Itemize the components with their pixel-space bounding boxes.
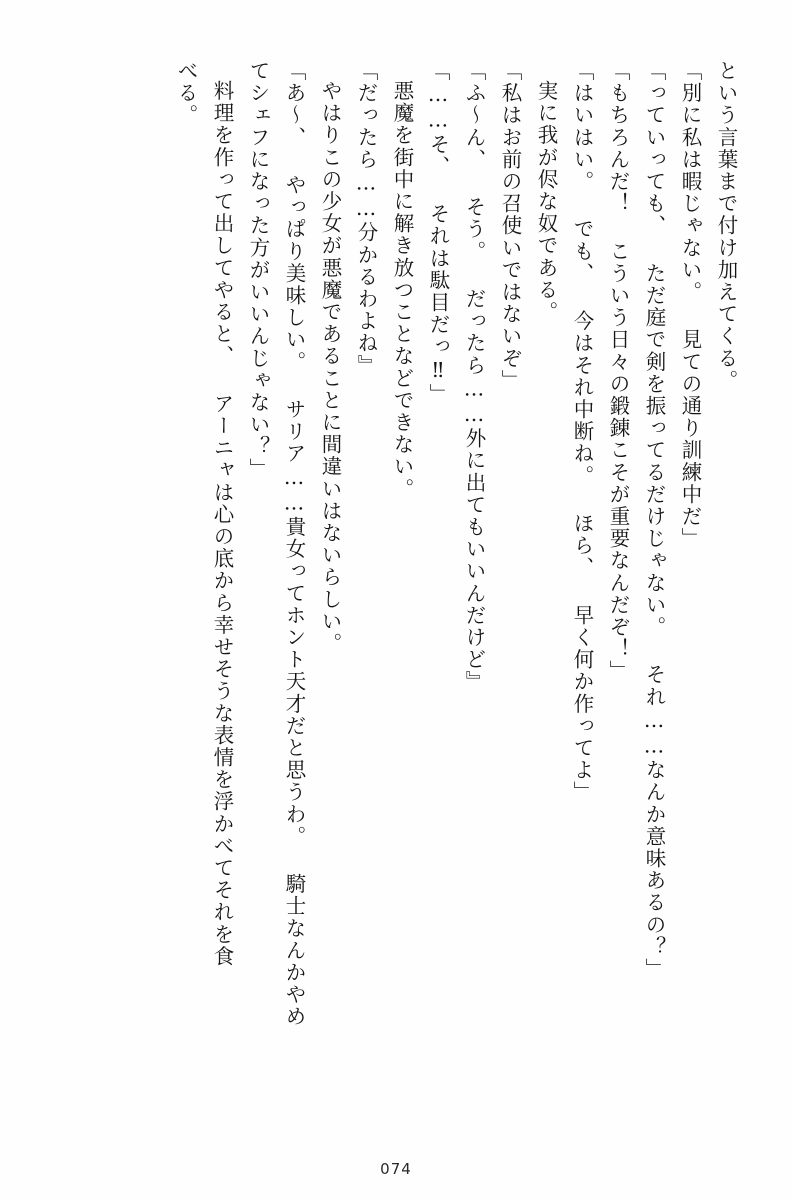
text-line: 「はいはい。 でも、 今はそれ中断ね。 ほら、 早く何か作ってよ」 [570, 60, 594, 804]
text-line: 「もちろんだ！ こういう日々の鍛錬こそが重要なんだぞ！」 [606, 60, 630, 683]
text-line: 料理を作って出してやると、 アーニャは心の底から幸せそうな表情を浮かべてそれを食 [210, 80, 234, 968]
vertical-text-body [44, 60, 736, 1120]
text-line: 「っていっても、 ただ庭で剣を振ってるだけじゃない。 それ……なんか意味あるの？」 [642, 60, 666, 981]
text-line: 「だったら……分かるわよね』 [354, 60, 378, 377]
text-line: 「私はお前の召使いではないぞ」 [498, 60, 522, 392]
text-line: という言葉まで付け加えてくる。 [714, 60, 738, 392]
text-line: 悪魔を街中に解き放つことなどできない。 [390, 80, 414, 500]
text-line: べる。 [174, 60, 198, 127]
text-line: 「ふ～ん、 そう。 だったら……外に出てもいいんだけど』 [462, 60, 486, 693]
text-line: 実に我が侭な奴である。 [534, 80, 558, 324]
text-line: 「……そ、 それは駄目だっ‼」 [426, 60, 450, 406]
text-line: 「あ～、 やっぱり美味しい。 サリア……貴女ってホント天才だと思うわ。 騎士なんかやめ [282, 60, 306, 1028]
text-line: てシェフになった方がいいんじゃない？」 [246, 60, 270, 480]
page-number: 074 [380, 1160, 412, 1178]
text-line: 「別に私は暇じゃない。 見ての通り訓練中だ」 [678, 60, 702, 550]
text-line: やはりこの少女が悪魔であることに間違いはないらしい。 [318, 80, 342, 655]
